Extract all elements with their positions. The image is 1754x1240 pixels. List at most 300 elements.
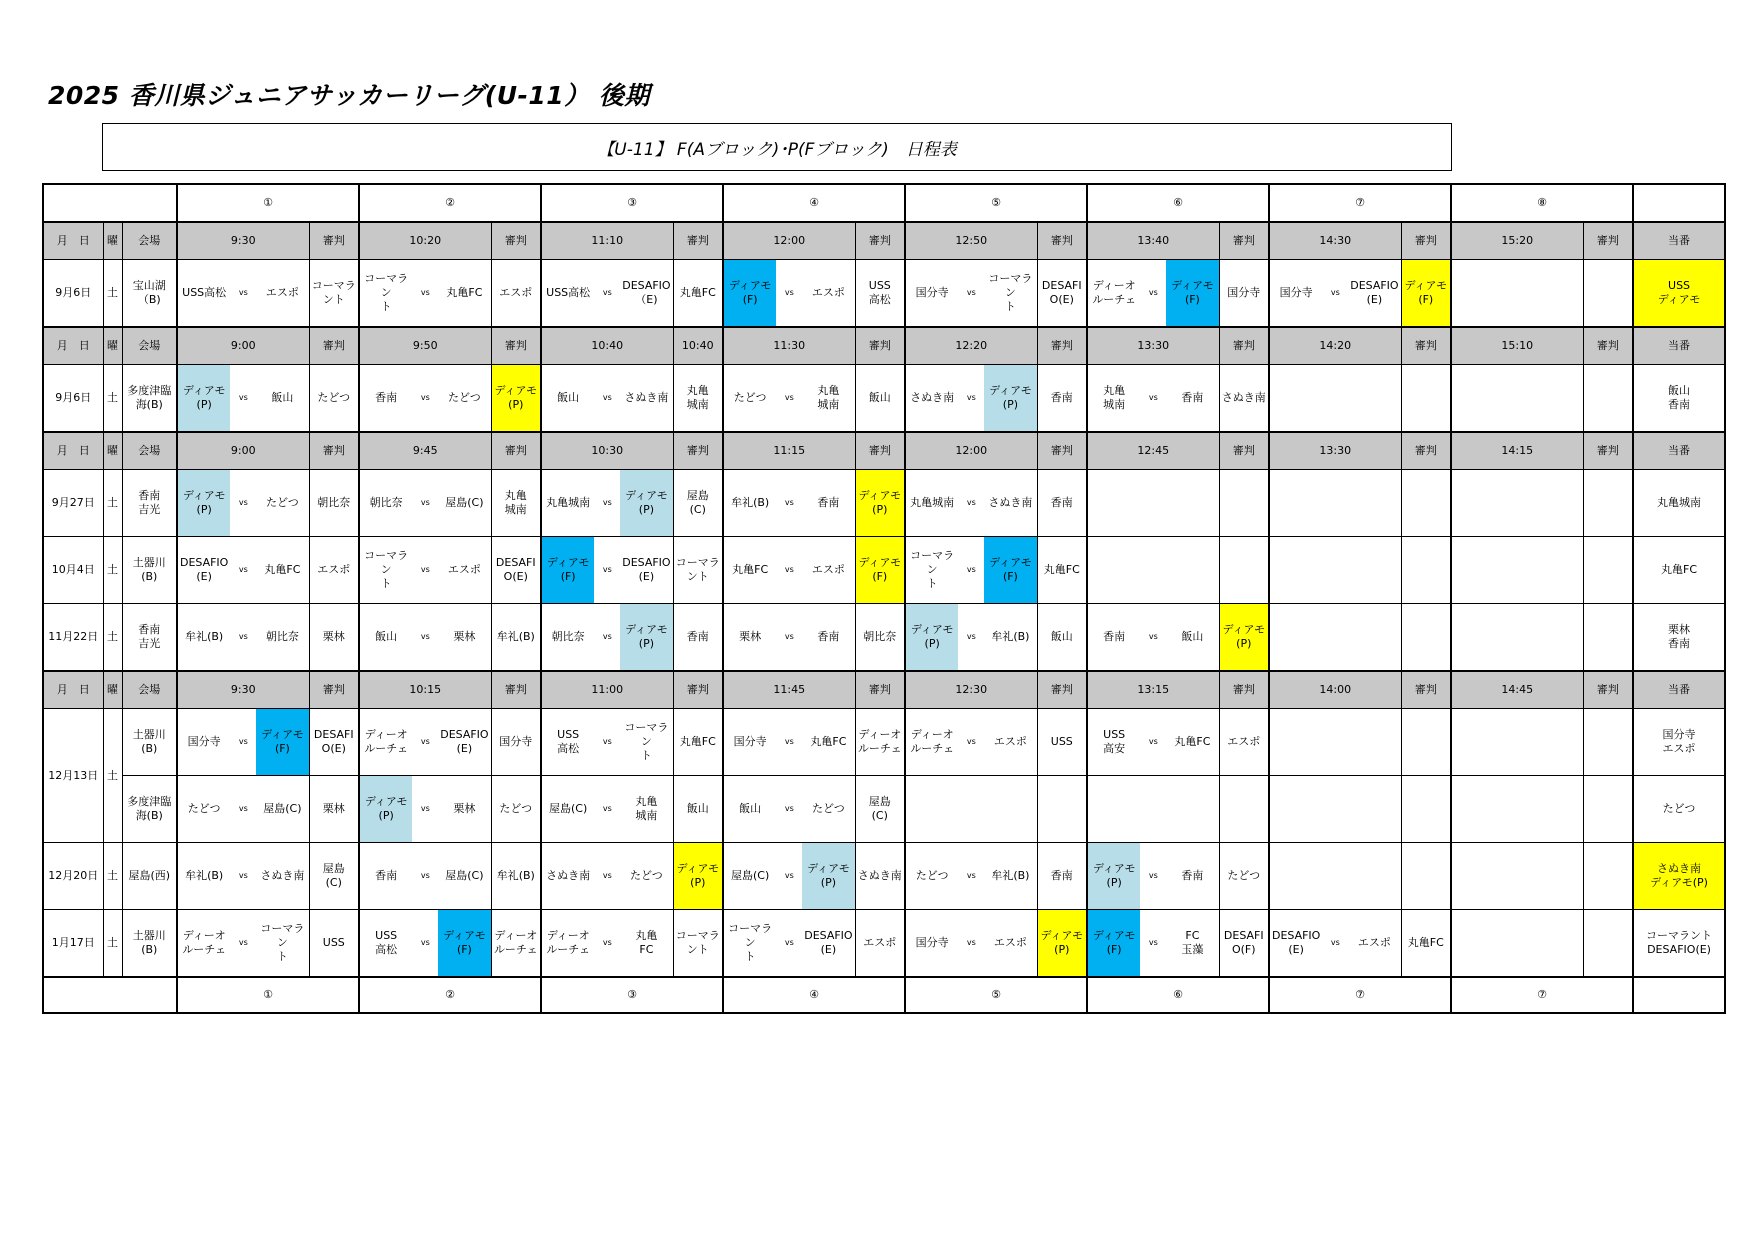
match-cell xyxy=(541,537,673,604)
away-team: ディアモ (F) xyxy=(438,910,490,976)
match-cell xyxy=(541,604,673,672)
header-kickoff-time: 12:45 xyxy=(1087,432,1219,470)
referee-team: ディアモ (P) xyxy=(491,365,541,433)
referee-team: コーマラ ント xyxy=(673,910,723,978)
home-team: ディアモ (F) xyxy=(1088,910,1140,976)
match-day-row xyxy=(43,776,1725,843)
referee-team xyxy=(1583,470,1633,537)
home-team: 牟礼(B) xyxy=(185,869,224,883)
referee-team: USS xyxy=(1037,709,1087,776)
referee-team: 屋島 (C) xyxy=(309,843,359,910)
header-referee: 審判 xyxy=(1583,327,1633,365)
header-venue: 会場 xyxy=(122,327,177,365)
away-team: 丸亀 城南 xyxy=(635,795,658,822)
blank-cell xyxy=(43,184,177,222)
header-kickoff-time: 9:00 xyxy=(177,327,309,365)
home-team: DESAFIO (E) xyxy=(1271,929,1321,956)
duty-team: 飯山 香南 xyxy=(1633,365,1725,433)
duty-team: 丸亀FC xyxy=(1633,537,1725,604)
match-cell xyxy=(1087,470,1219,537)
referee-team: エスポ xyxy=(491,260,541,328)
home-team: 栗林 xyxy=(739,630,762,644)
header-referee: 審判 xyxy=(1037,327,1087,365)
match-cell xyxy=(1451,470,1583,537)
home-team: コーマラン ト xyxy=(364,272,409,313)
away-team: ディアモ (F) xyxy=(1166,260,1218,326)
match-cell xyxy=(359,365,491,433)
header-venue: 会場 xyxy=(122,222,177,260)
match-cell xyxy=(723,910,855,978)
away-team: 屋島(C) xyxy=(445,496,484,510)
match-dow: 土 xyxy=(103,365,122,433)
header-kickoff-time: 14:20 xyxy=(1269,327,1401,365)
match-pair xyxy=(1088,260,1219,326)
header-kickoff-time: 9:45 xyxy=(359,432,491,470)
match-pair xyxy=(360,843,491,909)
header-referee: 審判 xyxy=(855,671,905,709)
home-team: 牟礼(B) xyxy=(731,496,770,510)
match-cell xyxy=(723,709,855,776)
away-team: コーマラン ト xyxy=(624,721,669,762)
referee-team: 丸亀FC xyxy=(673,260,723,328)
home-team: 国分寺 xyxy=(733,735,767,749)
match-pair xyxy=(178,910,309,976)
match-cell xyxy=(541,776,673,843)
header-kickoff-time: 9:30 xyxy=(177,222,309,260)
match-pair xyxy=(360,365,491,431)
header-kickoff-time: 13:15 xyxy=(1087,671,1219,709)
vs-label: vs xyxy=(238,565,248,574)
header-venue: 会場 xyxy=(122,432,177,470)
referee-team: コーマラ ント xyxy=(673,537,723,604)
header-kickoff-time: 10:15 xyxy=(359,671,491,709)
match-cell xyxy=(177,709,309,776)
referee-team: エスポ xyxy=(1219,709,1269,776)
match-cell xyxy=(359,604,491,672)
match-cell xyxy=(1451,709,1583,776)
referee-team: DESAFI O(E) xyxy=(1037,260,1087,328)
match-day-row xyxy=(43,365,1725,433)
home-team: 国分寺 xyxy=(915,286,949,300)
match-venue: 土器川 (B) xyxy=(122,910,177,978)
away-team: たどつ xyxy=(448,391,481,405)
header-kickoff-time: 12:30 xyxy=(905,671,1037,709)
away-team: 牟礼(B) xyxy=(991,630,1030,644)
match-cell xyxy=(541,365,673,433)
away-team: ディアモ (P) xyxy=(984,365,1036,431)
home-team: 丸亀城南 xyxy=(546,496,591,510)
match-cell xyxy=(905,776,1037,843)
referee-team xyxy=(1583,709,1633,776)
match-pair xyxy=(178,470,309,536)
away-team: 栗林 xyxy=(453,630,476,644)
referee-team xyxy=(1401,709,1451,776)
home-team: 朝比奈 xyxy=(369,496,403,510)
match-pair xyxy=(178,604,309,670)
away-team: DESAFIO (E) xyxy=(440,728,489,755)
match-pair xyxy=(178,709,309,775)
header-referee: 審判 xyxy=(1219,222,1269,260)
match-pair xyxy=(542,709,673,775)
vs-label: vs xyxy=(784,938,794,947)
slot-number: ⑥ xyxy=(1087,184,1269,222)
referee-team xyxy=(1583,910,1633,978)
referee-team: コーマラ ント xyxy=(309,260,359,328)
vs-label: vs xyxy=(238,804,248,813)
match-day-row xyxy=(43,260,1725,328)
vs-label: vs xyxy=(238,737,248,746)
match-venue: 多度津臨 海(B) xyxy=(122,776,177,843)
header-date: 月 日 xyxy=(43,671,103,709)
away-team: さぬき南 xyxy=(988,496,1033,510)
match-venue: 香南 吉光 xyxy=(122,604,177,672)
blank-cell xyxy=(1633,184,1725,222)
referee-team: 香南 xyxy=(1037,365,1087,433)
vs-label: vs xyxy=(602,632,612,641)
vs-label: vs xyxy=(966,938,976,947)
referee-team xyxy=(1401,604,1451,672)
slot-number: ③ xyxy=(541,977,723,1013)
vs-label: vs xyxy=(602,938,612,947)
match-cell xyxy=(359,260,491,328)
away-team: ディアモ (P) xyxy=(620,470,672,536)
header-row xyxy=(43,671,1725,709)
away-team: エスポ xyxy=(811,286,845,300)
home-team: 国分寺 xyxy=(915,936,949,950)
referee-team xyxy=(1583,537,1633,604)
match-pair xyxy=(724,537,855,603)
match-cell xyxy=(1269,537,1401,604)
referee-team: DESAFI O(E) xyxy=(491,537,541,604)
match-cell xyxy=(1269,470,1401,537)
home-team: さぬき南 xyxy=(910,391,955,405)
match-pair xyxy=(360,604,491,670)
away-team: 丸亀FC xyxy=(264,563,301,577)
match-date: 11月22日 xyxy=(43,604,103,672)
home-team: 丸亀城南 xyxy=(910,496,955,510)
referee-team: 飯山 xyxy=(673,776,723,843)
vs-label: vs xyxy=(238,498,248,507)
match-cell xyxy=(1269,604,1401,672)
referee-team: 丸亀FC xyxy=(1037,537,1087,604)
referee-team: 屋島 (C) xyxy=(855,776,905,843)
match-dow: 土 xyxy=(103,709,122,843)
referee-team: 牟礼(B) xyxy=(491,604,541,672)
referee-team: ディーオ ルーチェ xyxy=(855,709,905,776)
vs-label: vs xyxy=(966,288,976,297)
vs-label: vs xyxy=(420,288,430,297)
referee-team: 飯山 xyxy=(855,365,905,433)
match-pair xyxy=(1088,365,1219,431)
match-date: 9月27日 xyxy=(43,470,103,537)
referee-team xyxy=(1583,604,1633,672)
match-pair xyxy=(906,365,1037,431)
referee-team: 栗林 xyxy=(309,604,359,672)
vs-label: vs xyxy=(784,565,794,574)
away-team: 香南 xyxy=(1181,391,1204,405)
match-cell xyxy=(541,910,673,978)
match-pair xyxy=(906,537,1037,603)
match-cell xyxy=(1451,776,1583,843)
match-cell xyxy=(1269,260,1401,328)
away-team: ディアモ (P) xyxy=(802,843,854,909)
duty-team: コーマラント DESAFIO(E) xyxy=(1633,910,1725,978)
away-team: 屋島(C) xyxy=(263,802,302,816)
slot-number: ⑦ xyxy=(1269,977,1451,1013)
header-date: 月 日 xyxy=(43,327,103,365)
vs-label: vs xyxy=(1148,393,1158,402)
match-cell xyxy=(723,604,855,672)
referee-team: ディアモ (F) xyxy=(1401,260,1451,328)
vs-label: vs xyxy=(420,393,430,402)
away-team: 丸亀 FC xyxy=(635,929,658,956)
header-referee: 審判 xyxy=(1583,432,1633,470)
referee-team: さぬき南 xyxy=(855,843,905,910)
vs-label: vs xyxy=(420,871,430,880)
duty-team: 丸亀城南 xyxy=(1633,470,1725,537)
vs-label: vs xyxy=(966,393,976,402)
referee-team: ディアモ (F) xyxy=(855,537,905,604)
home-team: 飯山 xyxy=(375,630,398,644)
referee-team: USS 高松 xyxy=(855,260,905,328)
header-referee: 審判 xyxy=(491,222,541,260)
vs-label: vs xyxy=(602,871,612,880)
duty-team: USS ディアモ xyxy=(1633,260,1725,328)
home-team: コーマラン ト xyxy=(910,549,955,590)
vs-label: vs xyxy=(966,871,976,880)
header-row xyxy=(43,222,1725,260)
match-cell xyxy=(1451,910,1583,978)
away-team: 栗林 xyxy=(453,802,476,816)
match-cell xyxy=(1087,537,1219,604)
away-team: 香南 xyxy=(817,630,840,644)
match-cell xyxy=(905,260,1037,328)
referee-team: 丸亀FC xyxy=(1401,910,1451,978)
match-date: 9月6日 xyxy=(43,365,103,433)
match-cell xyxy=(177,843,309,910)
referee-team: ディアモ (P) xyxy=(1219,604,1269,672)
match-cell xyxy=(177,260,309,328)
home-team: ディアモ (P) xyxy=(360,776,412,842)
vs-label: vs xyxy=(602,288,612,297)
header-referee: 審判 xyxy=(673,432,723,470)
match-cell xyxy=(1087,604,1219,672)
slot-number: ④ xyxy=(723,977,905,1013)
match-pair xyxy=(360,260,491,326)
referee-team: たどつ xyxy=(491,776,541,843)
away-team: DESAFIO (E) xyxy=(1350,279,1399,306)
match-cell xyxy=(1269,709,1401,776)
away-team: DESAFIO （E) xyxy=(622,279,671,306)
referee-team: 丸亀FC xyxy=(673,709,723,776)
match-pair xyxy=(906,843,1037,909)
match-pair xyxy=(542,260,673,326)
match-pair xyxy=(542,470,673,536)
referee-team: DESAFI O(F) xyxy=(1219,910,1269,978)
home-team: ディーオ ルーチェ xyxy=(364,728,408,755)
match-cell xyxy=(177,910,309,978)
vs-label: vs xyxy=(966,632,976,641)
away-team: 丸亀FC xyxy=(1174,735,1211,749)
away-team: 丸亀 城南 xyxy=(817,384,840,411)
vs-label: vs xyxy=(1330,938,1340,947)
away-team: たどつ xyxy=(812,802,845,816)
vs-label: vs xyxy=(784,871,794,880)
home-team: 飯山 xyxy=(557,391,580,405)
vs-label: vs xyxy=(420,498,430,507)
referee-team: さぬき南 xyxy=(1219,365,1269,433)
blank-cell xyxy=(1633,977,1725,1013)
match-cell xyxy=(723,776,855,843)
home-team: 丸亀FC xyxy=(732,563,769,577)
match-cell xyxy=(905,537,1037,604)
header-duty: 当番 xyxy=(1633,432,1725,470)
home-team: ディーオ ルーチェ xyxy=(182,929,226,956)
referee-team xyxy=(1583,843,1633,910)
match-day-row xyxy=(43,537,1725,604)
schedule-subtitle: 【U-11】 F(Aブロック)･P(Fブロック) 日程表 xyxy=(102,123,1452,171)
header-kickoff-time: 9:50 xyxy=(359,327,491,365)
header-referee: 審判 xyxy=(309,222,359,260)
match-pair xyxy=(724,365,855,431)
match-cell xyxy=(177,776,309,843)
match-pair xyxy=(178,365,309,431)
match-pair xyxy=(724,709,855,775)
slot-number: ① xyxy=(177,977,359,1013)
match-date: 12月20日 xyxy=(43,843,103,910)
header-duty: 当番 xyxy=(1633,327,1725,365)
match-pair xyxy=(906,260,1037,326)
away-team: エスポ xyxy=(1357,936,1391,950)
match-cell xyxy=(541,843,673,910)
header-venue: 会場 xyxy=(122,671,177,709)
match-cell xyxy=(1451,604,1583,672)
away-team: DESAFIO (E) xyxy=(622,556,671,583)
slot-number: ⑧ xyxy=(1451,184,1633,222)
header-referee: 審判 xyxy=(1219,671,1269,709)
header-duty: 当番 xyxy=(1633,222,1725,260)
referee-team: USS xyxy=(309,910,359,978)
vs-label: vs xyxy=(784,288,794,297)
match-cell xyxy=(1087,843,1219,910)
match-date: 10月4日 xyxy=(43,537,103,604)
referee-team xyxy=(1219,537,1269,604)
referee-team xyxy=(1037,776,1087,843)
away-team: ディアモ (F) xyxy=(256,709,308,775)
header-kickoff-time: 14:15 xyxy=(1451,432,1583,470)
home-team: コーマラン ト xyxy=(364,549,409,590)
vs-label: vs xyxy=(602,737,612,746)
vs-label: vs xyxy=(238,632,248,641)
vs-label: vs xyxy=(1148,938,1158,947)
referee-team xyxy=(1401,843,1451,910)
match-dow: 土 xyxy=(103,537,122,604)
home-team: DESAFIO (E) xyxy=(179,556,229,583)
away-team: ディアモ (F) xyxy=(984,537,1036,603)
away-team: エスポ xyxy=(993,735,1027,749)
header-referee: 審判 xyxy=(309,432,359,470)
referee-team: 丸亀 城南 xyxy=(673,365,723,433)
match-pair xyxy=(1088,604,1219,670)
slot-number: ⑤ xyxy=(905,977,1087,1013)
header-referee: 審判 xyxy=(1037,222,1087,260)
header-referee: 審判 xyxy=(1037,671,1087,709)
match-cell xyxy=(177,537,309,604)
referee-team: 国分寺 xyxy=(491,709,541,776)
header-kickoff-time: 12:50 xyxy=(905,222,1037,260)
home-team: コーマラン ト xyxy=(728,922,773,963)
header-kickoff-time: 11:10 xyxy=(541,222,673,260)
match-cell xyxy=(1269,776,1401,843)
header-row xyxy=(43,432,1725,470)
match-pair xyxy=(542,910,673,976)
slot-number: ⑥ xyxy=(1087,977,1269,1013)
match-cell xyxy=(723,843,855,910)
home-team: ディアモ (P) xyxy=(906,604,958,670)
match-venue: 土器川 (B) xyxy=(122,537,177,604)
home-team: 香南 xyxy=(375,869,398,883)
home-team: USS高松 xyxy=(546,286,591,300)
away-team: FC 玉藻 xyxy=(1181,929,1204,956)
header-date: 月 日 xyxy=(43,432,103,470)
header-referee: 10:40 xyxy=(673,327,723,365)
referee-team: 屋島 (C) xyxy=(673,470,723,537)
header-kickoff-time: 15:20 xyxy=(1451,222,1583,260)
match-cell xyxy=(359,843,491,910)
away-team: 飯山 xyxy=(1181,630,1204,644)
match-pair xyxy=(178,260,309,326)
referee-team: エスポ xyxy=(855,910,905,978)
referee-team: 朝比奈 xyxy=(309,470,359,537)
match-cell xyxy=(1087,365,1219,433)
match-dow: 土 xyxy=(103,470,122,537)
referee-team: 飯山 xyxy=(1037,604,1087,672)
home-team: ディアモ (F) xyxy=(542,537,594,603)
referee-team: たどつ xyxy=(309,365,359,433)
home-team: 国分寺 xyxy=(187,735,221,749)
header-kickoff-time: 12:00 xyxy=(723,222,855,260)
header-referee: 審判 xyxy=(1401,222,1451,260)
match-cell xyxy=(1087,709,1219,776)
match-venue: 宝山湖 （B) xyxy=(122,260,177,328)
away-team: 丸亀FC xyxy=(810,735,847,749)
header-referee: 審判 xyxy=(673,222,723,260)
home-team: USS 高松 xyxy=(375,929,398,956)
match-cell xyxy=(1269,843,1401,910)
referee-team xyxy=(1583,776,1633,843)
match-cell xyxy=(1451,365,1583,433)
header-kickoff-time: 11:15 xyxy=(723,432,855,470)
away-team: さぬき南 xyxy=(624,391,669,405)
header-kickoff-time: 11:45 xyxy=(723,671,855,709)
referee-team xyxy=(1583,365,1633,433)
referee-team: 国分寺 xyxy=(1219,260,1269,328)
match-cell xyxy=(541,260,673,328)
home-team: 牟礼(B) xyxy=(185,630,224,644)
match-day-row xyxy=(43,910,1725,978)
match-cell xyxy=(1087,260,1219,328)
home-team: ディアモ (P) xyxy=(178,470,230,536)
home-team: 屋島(C) xyxy=(549,802,588,816)
vs-label: vs xyxy=(1148,632,1158,641)
match-cell xyxy=(723,470,855,537)
match-cell xyxy=(1451,843,1583,910)
referee-team: DESAFI O(E) xyxy=(309,709,359,776)
away-team: 飯山 xyxy=(271,391,294,405)
match-day-row xyxy=(43,470,1725,537)
header-referee: 審判 xyxy=(1037,432,1087,470)
match-pair xyxy=(360,470,491,536)
